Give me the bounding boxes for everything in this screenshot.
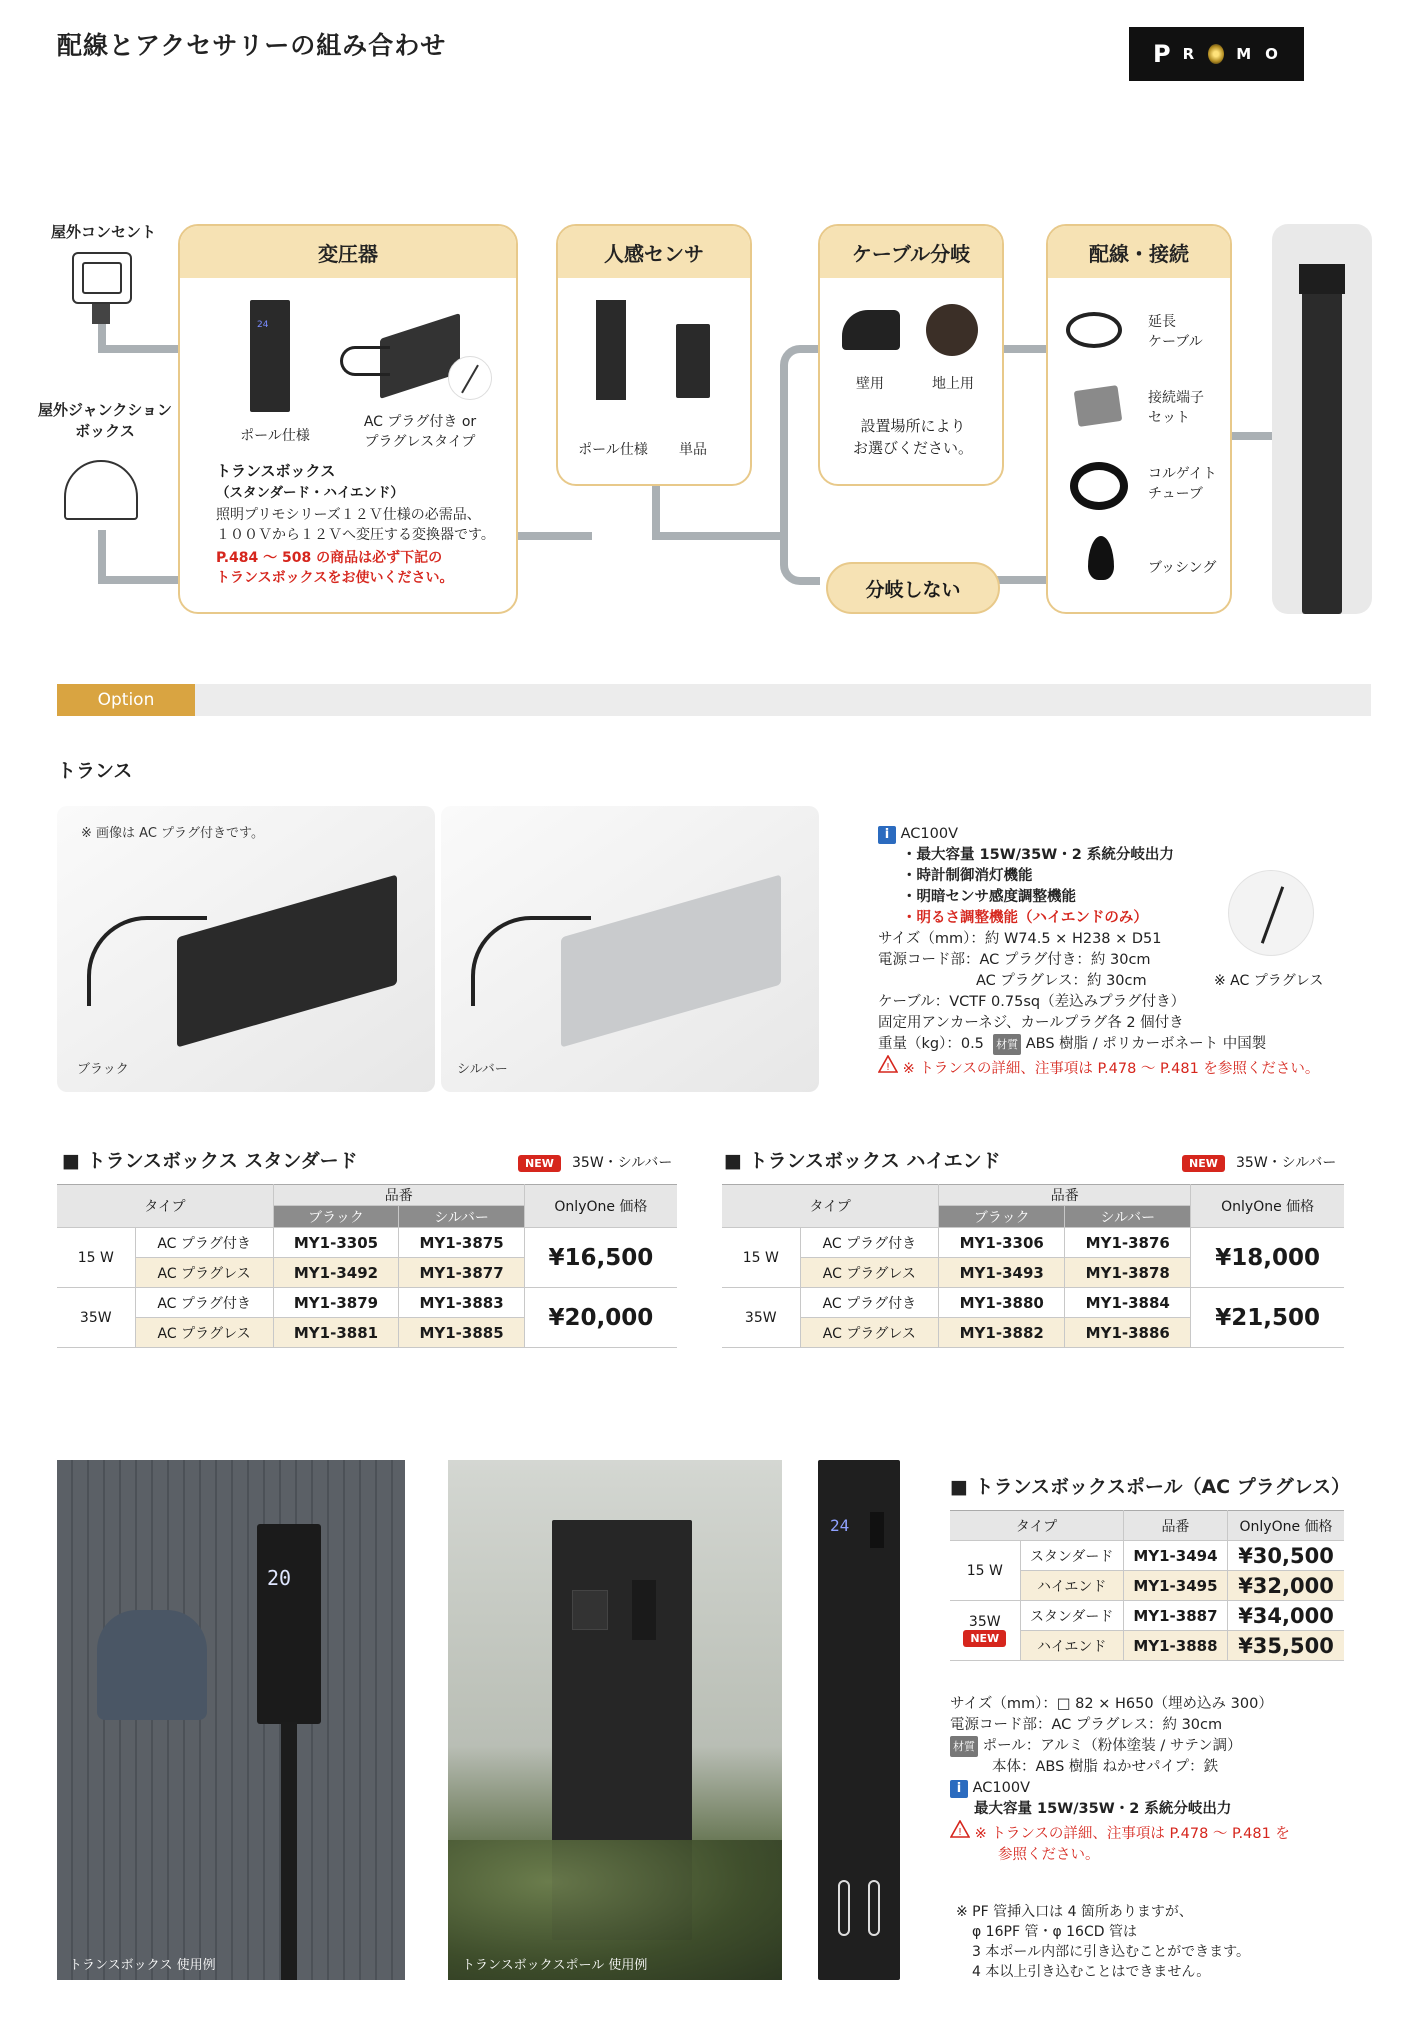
transbox-on-wall: 20: [257, 1524, 321, 1724]
junction-wire: [98, 530, 106, 582]
pole-use-caption: トランスボックスポール 使用例: [462, 1958, 648, 1973]
new-badge: NEW: [1182, 1155, 1225, 1172]
highend-table-title: ■ トランスボックス ハイエンド: [724, 1150, 1001, 1172]
junction-label-2: ボックス: [75, 422, 135, 440]
branch-wiring-wire: [1004, 345, 1049, 353]
sensor-pole-label: ポール仕様: [578, 442, 648, 458]
extension-cable-image: [1066, 312, 1122, 348]
wiring-item-1-l1: 延長: [1148, 314, 1176, 330]
black-label: ブラック: [77, 1062, 129, 1077]
ground-branch-image: [926, 304, 978, 356]
transbox-note-2: トランスボックスをお使いください。: [216, 569, 454, 586]
silver-label: シルバー: [457, 1062, 508, 1077]
standard-table: タイプ 品番 OnlyOne 価格 ブラック シルバー 15 W AC プラグ付き MY1-3305 MY1-3875 ¥16,500 AC プラグレス MY1-3492 MY1-3877 35W AC プラグ付き MY1-3879 MY1-3883 ¥20,000 AC プラグレス MY1-3881 MY1-3885: [57, 1184, 677, 1348]
table-row: MY1-3306: [939, 1228, 1065, 1258]
junction-wire-h: [98, 576, 180, 584]
transbox-pole-product: 24: [818, 1460, 900, 1980]
wiring-pole-wire: [1231, 432, 1273, 440]
sensor-single-image: [676, 324, 710, 398]
plugless-label: ※ AC プラグレス: [1214, 973, 1324, 989]
outlet-label: 屋外コンセント: [50, 223, 156, 241]
bulb-icon: [1208, 44, 1224, 64]
transbox-sub: （スタンダード・ハイエンド）: [216, 485, 404, 501]
transformer-plug-label-1: AC プラグ付き or: [363, 414, 477, 430]
transformer-pole-label: ポール仕様: [240, 428, 310, 444]
svg-text:!: !: [885, 1062, 891, 1073]
page-title: 配線とアクセサリーの組み合わせ: [57, 31, 447, 60]
sensor-card: [556, 224, 752, 486]
brand-logo: P R M O: [1129, 27, 1304, 81]
wall-branch-image: [842, 310, 900, 350]
corrugated-tube-image: [1070, 462, 1128, 510]
new-badge: NEW: [963, 1630, 1006, 1647]
no-branch-pill: 分岐しない: [826, 562, 1000, 614]
option-tab: Option: [57, 684, 195, 716]
cable-branch-note-2: お選びください。: [852, 438, 973, 457]
cable-branch-card: [818, 224, 1004, 486]
branch-split-wire: [780, 345, 820, 585]
transbox-desc-1: 照明プリモシリーズ１２Ｖ仕様の必需品、: [216, 507, 481, 523]
transformer-plug-label-2: プラグレスタイプ: [364, 434, 476, 451]
junction-label-1: 屋外ジャンクション: [37, 401, 173, 419]
highend-variant: 35W・シルバー: [1236, 1155, 1337, 1171]
standard-table-title: ■ トランスボックス スタンダード: [62, 1150, 358, 1172]
wiring-item-2-l2: セット: [1148, 410, 1190, 427]
pf-note: ※ PF 管挿入口は 4 箇所ありますが、 φ 16PF 管・φ 16CD 管は 3 本ポール内部に引き込むことができます。 4 本以上引き込むことはできません。: [956, 1904, 1250, 1980]
material-badge: 材質: [950, 1736, 978, 1757]
pole-use-photo: [448, 1460, 782, 1980]
trans-sensor-wire: [517, 532, 592, 540]
transbox-title: トランスボックス: [216, 462, 336, 480]
sensor-pole-image: [596, 300, 626, 400]
box-use-photo: [57, 1460, 405, 1980]
outlet-wire-h: [98, 345, 180, 353]
warning-icon: [878, 1055, 898, 1073]
trans-heading: トランス: [57, 760, 133, 782]
plugless-wire-icon: [448, 356, 492, 400]
plug-icon: [92, 304, 110, 324]
outlet-icon: [72, 252, 132, 304]
highend-table: タイプ 品番 OnlyOne 価格 ブラック シルバー 15 W AC プラグ付き MY1-3306 MY1-3876 ¥18,000 AC プラグレス MY1-3493 MY1-3878 35W AC プラグ付き MY1-3880 MY1-3884 ¥21,500 AC プラグレス MY1-3882 MY1-3886: [722, 1184, 1344, 1348]
table-row: MY1-3305: [273, 1228, 399, 1258]
silver-transformer-photo: [441, 806, 819, 1092]
warning-icon: [950, 1820, 970, 1838]
transformer-card: [178, 224, 518, 614]
material-badge: 材質: [993, 1034, 1021, 1055]
black-transformer-photo: [57, 806, 435, 1092]
pole-transformer-image: 24: [250, 300, 290, 412]
transbox-desc-2: １００Ｖから１２Ｖへ変圧する変換器です。: [216, 527, 495, 544]
ground-branch-label: 地上用: [932, 376, 974, 392]
wiring-card: [1046, 224, 1232, 614]
connector-set-image: [1074, 385, 1123, 427]
black-box-shape: [177, 874, 397, 1047]
wiring-item-3-l1: コルゲイト: [1148, 466, 1217, 482]
new-badge: NEW: [518, 1155, 561, 1172]
info-icon: i: [950, 1780, 968, 1798]
wall-outlet-cover: [97, 1610, 207, 1720]
table-row: MY1-3494: [1123, 1541, 1227, 1571]
sensor-single-label: 単品: [679, 442, 707, 458]
info-icon: i: [878, 826, 896, 844]
wiring-item-1-l2: ケーブル: [1148, 334, 1203, 351]
pole-spec: サイズ（mm）：□ 82 × H650（埋め込み 300） 電源コード部：AC プラグレス：約 30cm 材質 ポール：アルミ（粉体塗装 / サテン調） 本体：ABS 樹脂 ねかせパイプ：鉄 i AC100V 最大容量 15W/35W・2 系統分岐出力 ! ※ トランスの詳細、注事項は P.478 ～ P.481 を 参照ください。: [950, 1696, 1290, 1863]
sensor-wire-h: [652, 532, 787, 540]
pole-light-image: [1272, 224, 1372, 614]
trans-spec: i AC100V ・最大容量 15W/35W・2 系統分岐出力 ・時計制御消灯機能 ・明暗センサ感度調整機能 ・明るさ調整機能（ハイエンドのみ） サイズ（mm）：約 W74.5 × H238 × D51 電源コード部：AC プラグ付き：約 30cm AC プラグレス：約 30cm ケーブル：VCTF 0.75sq（差込みプラグ付き） 固定用アンカーネジ、カールプラグ各 2 個付き 重量（kg）：0.5 材質 ABS 樹脂 / ポリカーボネート 中国製 ! ※ トランスの詳細、注事項は P.478 ～ P.481 を参照ください。: [878, 826, 1320, 1077]
cable-branch-title: ケーブル分岐: [820, 226, 1002, 278]
silver-box-shape: [561, 874, 781, 1047]
pole-table: タイプ 品番 OnlyOne 価格 15 W スタンダード MY1-3494 ¥30,500 ハイエンド MY1-3495 ¥32,000 35W NEW スタンダード MY1-3887 ¥34,000 ハイエンド MY1-3888 ¥35,500: [950, 1510, 1344, 1661]
wiring-item-3-l2: チューブ: [1148, 486, 1203, 503]
junction-box-icon: [64, 460, 138, 520]
wiring-item-2-l1: 接続端子: [1148, 390, 1204, 406]
standard-variant: 35W・シルバー: [572, 1155, 673, 1171]
cable-branch-note-1: 設置場所により: [860, 417, 966, 435]
transbox-note-1: P.484 ～ 508 の商品は必ず下記の: [216, 549, 443, 566]
svg-text:!: !: [957, 1827, 963, 1838]
box-use-caption: トランスボックス 使用例: [69, 1958, 216, 1973]
sensor-down-wire: [652, 482, 660, 537]
sensor-title: 人感センサ: [558, 226, 750, 278]
photo-note: ※ 画像は AC プラグ付きです。: [81, 826, 264, 841]
nobranch-wiring-wire: [997, 576, 1049, 584]
wiring-item-4-l1: ブッシング: [1148, 560, 1217, 576]
wall-branch-label: 壁用: [856, 376, 884, 392]
option-bar: [57, 684, 1371, 716]
bushing-image: [1088, 536, 1114, 580]
plugless-image: [1228, 870, 1314, 956]
wiring-title: 配線・接続: [1048, 226, 1230, 278]
transformer-title: 変圧器: [180, 226, 516, 278]
pole-table-title: ■ トランスボックスポール（AC プラグレス）: [950, 1476, 1351, 1498]
plug-transformer-image: [340, 306, 460, 406]
